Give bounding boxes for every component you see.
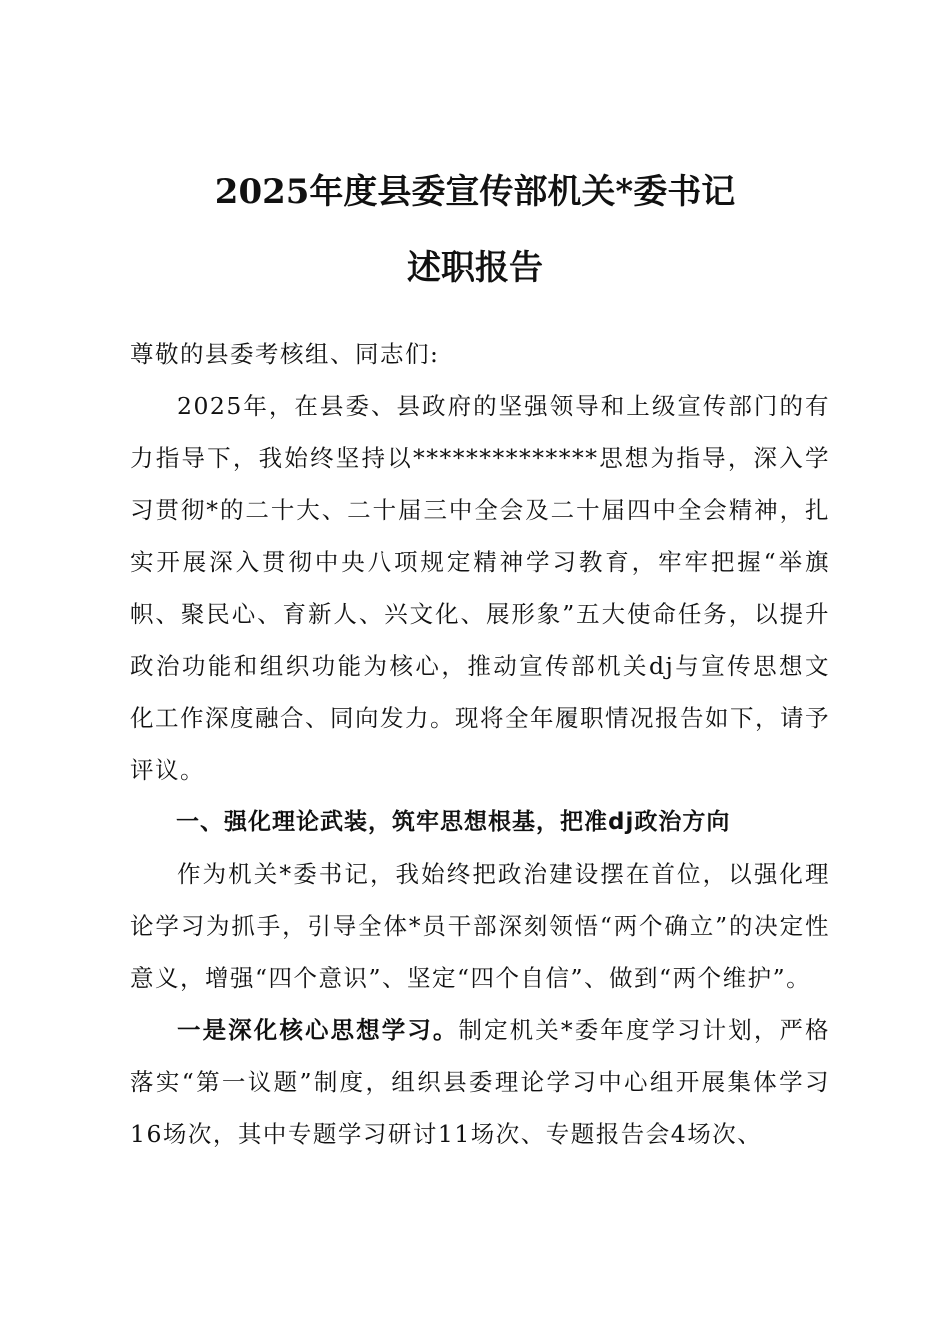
section-paragraph: 作为机关*委书记，我始终把政治建设摆在首位，以强化理论学习为抓手，引导全体*员干部深刻领悟“两个确立”的决定性意义，增强“四个意识”、坚定“四个自信”、做到“两个维护”。 — [130, 860, 830, 992]
item-lead: 一是深化核心思想学习。 — [177, 1016, 459, 1044]
intro-paragraph: 2025年，在县委、县政府的坚强领导和上级宣传部门的有力指导下，我始终坚持以**************思想为指导，深入学习贯彻*的二十大、二十届三中全会及二十届四中全会精神，扎实开展深入贯彻中央八项规定精神学习教育，牢牢把握“举旗帜、聚民心、育新人、兴文化、展形象”五大使命任务，以提升政治功能和组织功能为核心，推动宣传部机关dj与宣传思想文化工作深度融合、同向发力。现将全年履职情况报告如下，请予评议。 — [130, 392, 830, 784]
item-text: 制定机关*委年度学习计划，严格落实“第一议题”制度，组织县委理论学习中心组开展集体学习16场次，其中专题学习研讨11场次、专题报告会4场次、 — [130, 1016, 831, 1148]
document-title-line1: 2025年度县委宣传部机关*委书记 — [214, 172, 736, 212]
item-paragraph — [130, 1004, 830, 1160]
salutation: 尊敬的县委考核组、同志们: — [130, 340, 440, 368]
section-heading: 一、强化理论武装，筑牢思想根基，把准dj政治方向 — [176, 809, 731, 835]
document-body — [130, 328, 830, 1160]
document-title-line2: 述职报告 — [407, 248, 543, 288]
